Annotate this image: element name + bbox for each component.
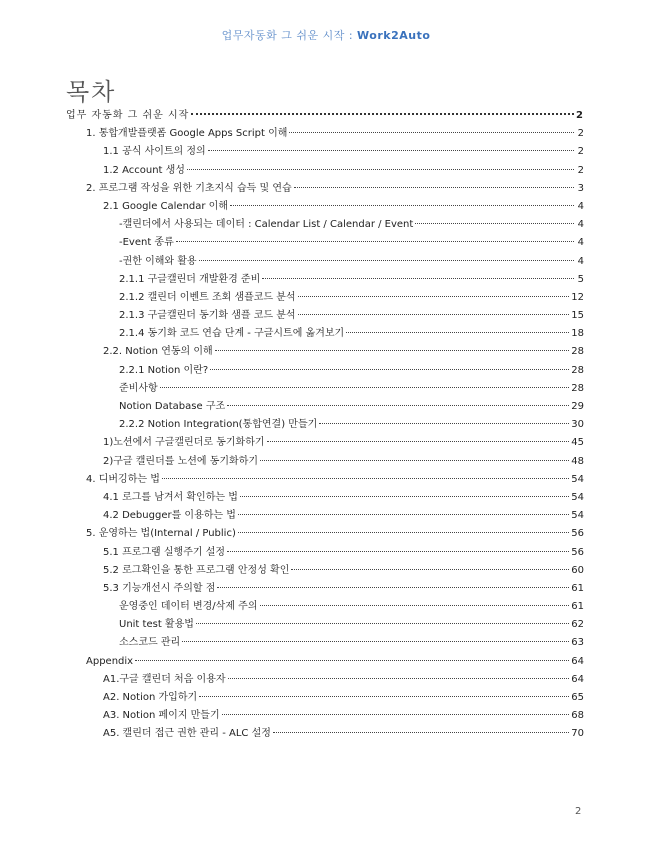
toc-entry-label: 4.2 Debugger를 이용하는 법 [103, 510, 236, 522]
dot-leader [176, 241, 574, 242]
toc-entry[interactable] [66, 525, 584, 543]
toc-entry-label: A1.구글 캘린더 처음 이용자 [103, 673, 226, 685]
dot-leader [346, 332, 569, 333]
toc-entry-page: 5 [577, 273, 584, 285]
toc-entry-label: 4.1 로그를 남겨서 확인하는 법 [103, 491, 238, 503]
toc-entry-label: 2.2.1 Notion 이란? [119, 364, 209, 376]
toc-entry-label: 1)노션에서 구글캘린더로 동기화하기 [103, 437, 265, 449]
toc-entry-label: 1.2 Account 생성 [103, 164, 185, 176]
toc-entry[interactable] [66, 453, 584, 471]
toc-entry-page: 65 [571, 692, 584, 703]
toc-entry-label: 운영중인 데이터 변경/삭제 주의 [119, 601, 258, 613]
toc-entry-page: 48 [571, 455, 584, 467]
dot-leader [260, 605, 570, 606]
header-title: 업무자동화 그 쉬운 시작 : [221, 29, 358, 42]
toc-entry-page: 68 [571, 710, 584, 722]
toc-entry-page: 4 [577, 237, 584, 249]
dot-leader [260, 460, 569, 461]
toc-entry[interactable] [66, 689, 584, 707]
toc-entry[interactable] [66, 143, 584, 161]
toc-entry-page: 30 [571, 419, 584, 431]
table-of-contents [66, 107, 584, 744]
toc-entry-page: 2 [577, 146, 584, 158]
dot-leader [267, 441, 570, 442]
toc-entry-page: 3 [577, 182, 584, 194]
dot-leader [187, 169, 574, 170]
toc-entry[interactable] [66, 125, 584, 143]
dot-leader [162, 478, 569, 479]
toc-entry-label: A2. Notion 가입하기 [103, 692, 198, 703]
dot-leader [289, 132, 574, 133]
toc-entry-label: 1. 통합개발플랫폼 Google Apps Script 이해 [86, 128, 288, 140]
toc-entry[interactable] [66, 271, 584, 289]
toc-entry-label: 2.2. Notion 연동의 이해 [103, 346, 213, 358]
dot-leader [182, 641, 569, 642]
toc-entry-page: 61 [571, 601, 584, 613]
toc-entry[interactable] [66, 180, 584, 198]
dot-leader [262, 278, 574, 279]
toc-entry-page: 29 [571, 401, 584, 412]
dot-leader [227, 551, 569, 552]
toc-entry-page: 18 [571, 328, 584, 340]
toc-entry-page: 56 [571, 546, 584, 558]
dot-leader [273, 732, 569, 733]
toc-entry-page: 2 [576, 110, 584, 121]
toc-entry-page: 15 [571, 310, 584, 322]
toc-entry-label: 2.1.2 캘린더 이벤트 조회 샘플코드 분석 [119, 291, 296, 303]
toc-entry-page: 45 [571, 437, 584, 449]
toc-entry-label: 4. 디버깅하는 법 [86, 473, 160, 485]
toc-entry[interactable] [66, 398, 584, 416]
toc-entry-label: 준비사항 [119, 382, 158, 394]
dot-leader [298, 296, 570, 297]
toc-entry-page: 54 [571, 473, 584, 485]
toc-entry-page: 28 [571, 382, 584, 394]
toc-entry-label: -캘린더에서 사용되는 데이터 : Calendar List / Calendar / Event [119, 219, 414, 231]
toc-entry[interactable] [66, 562, 584, 580]
toc-entry-page: 56 [571, 528, 584, 540]
dot-leader [230, 205, 574, 206]
toc-entry[interactable] [66, 634, 584, 652]
dot-leader [217, 587, 569, 588]
toc-entry-page: 4 [577, 255, 584, 267]
toc-entry-page: 64 [571, 655, 584, 667]
toc-entry[interactable] [66, 580, 584, 598]
toc-entry[interactable] [66, 598, 584, 616]
dot-leader [196, 623, 569, 624]
dot-leader [208, 150, 574, 151]
dot-leader [240, 496, 569, 497]
toc-entry[interactable] [66, 653, 584, 671]
toc-entry[interactable] [66, 544, 584, 562]
toc-entry-page: 2 [577, 128, 584, 140]
toc-entry-label: 1.1 공식 사이트의 정의 [103, 146, 206, 158]
dot-leader [228, 678, 570, 679]
toc-entry[interactable] [66, 107, 584, 125]
toc-entry-page: 4 [577, 200, 584, 212]
toc-entry-page: 61 [571, 582, 584, 594]
toc-entry[interactable] [66, 616, 584, 634]
toc-entry-label: 5. 운영하는 법(Internal / Public) [86, 528, 236, 540]
dot-leader [238, 514, 569, 515]
toc-entry-page: 54 [571, 491, 584, 503]
toc-entry[interactable] [66, 471, 584, 489]
dot-leader [135, 660, 569, 661]
toc-entry-label: A3. Notion 페이지 만들기 [103, 710, 220, 722]
toc-entry-label: 5.1 프로그램 실행주기 설정 [103, 546, 226, 558]
dot-leader [227, 405, 569, 406]
toc-entry[interactable] [66, 253, 584, 271]
toc-entry[interactable] [66, 725, 584, 743]
toc-entry-label: 2.1.4 동기화 코드 연습 단계 - 구글시트에 옮겨보기 [119, 328, 345, 340]
header-brand: Work2Auto [357, 29, 431, 42]
toc-entry[interactable] [66, 234, 584, 252]
dot-leader [222, 714, 570, 715]
toc-entry[interactable] [66, 380, 584, 398]
toc-entry-page: 28 [571, 364, 584, 376]
toc-entry[interactable] [66, 489, 584, 507]
dot-leader [191, 113, 574, 115]
dot-leader [298, 314, 570, 315]
toc-entry-label: 소스코드 관리 [119, 637, 181, 649]
running-header [0, 27, 652, 43]
toc-entry-label: -권한 이해와 활용 [119, 255, 197, 267]
dot-leader [294, 187, 574, 188]
toc-entry-page: 54 [571, 510, 584, 522]
toc-entry-label: Unit test 활용법 [119, 619, 194, 631]
toc-entry-label: 2.1 Google Calendar 이해 [103, 200, 228, 212]
toc-entry-page: 64 [571, 673, 584, 685]
toc-entry-label: -Event 종류 [119, 237, 174, 249]
toc-entry-page: 70 [571, 728, 584, 740]
dot-leader [215, 350, 570, 351]
toc-entry-page: 62 [571, 619, 584, 631]
toc-entry-label: A5. 캘린더 접근 권한 관리 - ALC 설정 [103, 728, 271, 740]
toc-entry[interactable] [66, 343, 584, 361]
toc-entry-page: 2 [577, 164, 584, 176]
toc-entry-label: 2. 프로그램 작성을 위한 기초지식 습득 및 연습 [86, 182, 292, 194]
toc-entry[interactable] [66, 707, 584, 725]
toc-entry-label: 2.1.1 구글캘린더 개발환경 준비 [119, 273, 261, 285]
toc-entry-label: 2)구글 캘린더를 노션에 동기화하기 [103, 455, 259, 467]
toc-entry-label: Notion Database 구조 [119, 401, 226, 412]
toc-entry[interactable] [66, 162, 584, 180]
dot-leader [238, 532, 569, 533]
toc-entry-label: 2.2.2 Notion Integration(통합연결) 만들기 [119, 419, 318, 431]
toc-entry-label: 5.3 기능개선시 주의할 점 [103, 582, 216, 594]
page-number: 2 [575, 806, 582, 817]
toc-entry[interactable] [66, 198, 584, 216]
toc-entry[interactable] [66, 289, 584, 307]
toc-entry-page: 28 [571, 346, 584, 358]
page-title: 목차 [66, 78, 117, 107]
dot-leader [415, 223, 574, 224]
toc-entry-label: 업무 자동화 그 쉬운 시작 [66, 110, 190, 121]
dot-leader [199, 696, 569, 697]
toc-entry-label: 2.1.3 구글캘린더 동기화 샘플 코드 분석 [119, 310, 296, 322]
dot-leader [199, 260, 574, 261]
dot-leader [210, 369, 569, 370]
toc-entry-page: 63 [571, 637, 584, 649]
toc-entry-page: 12 [571, 291, 584, 303]
toc-entry[interactable] [66, 362, 584, 380]
toc-entry[interactable] [66, 216, 584, 234]
toc-entry-label: 5.2 로그확인을 통한 프로그램 안정성 확인 [103, 564, 290, 576]
toc-entry-label: Appendix [86, 655, 134, 667]
toc-entry[interactable] [66, 325, 584, 343]
toc-entry[interactable] [66, 507, 584, 525]
toc-entry[interactable] [66, 307, 584, 325]
toc-entry[interactable] [66, 671, 584, 689]
toc-entry[interactable] [66, 416, 584, 434]
dot-leader [291, 569, 569, 570]
toc-entry[interactable] [66, 434, 584, 452]
toc-entry-page: 4 [577, 219, 584, 231]
toc-entry-page: 60 [571, 564, 584, 576]
dot-leader [319, 423, 569, 424]
dot-leader [160, 387, 570, 388]
